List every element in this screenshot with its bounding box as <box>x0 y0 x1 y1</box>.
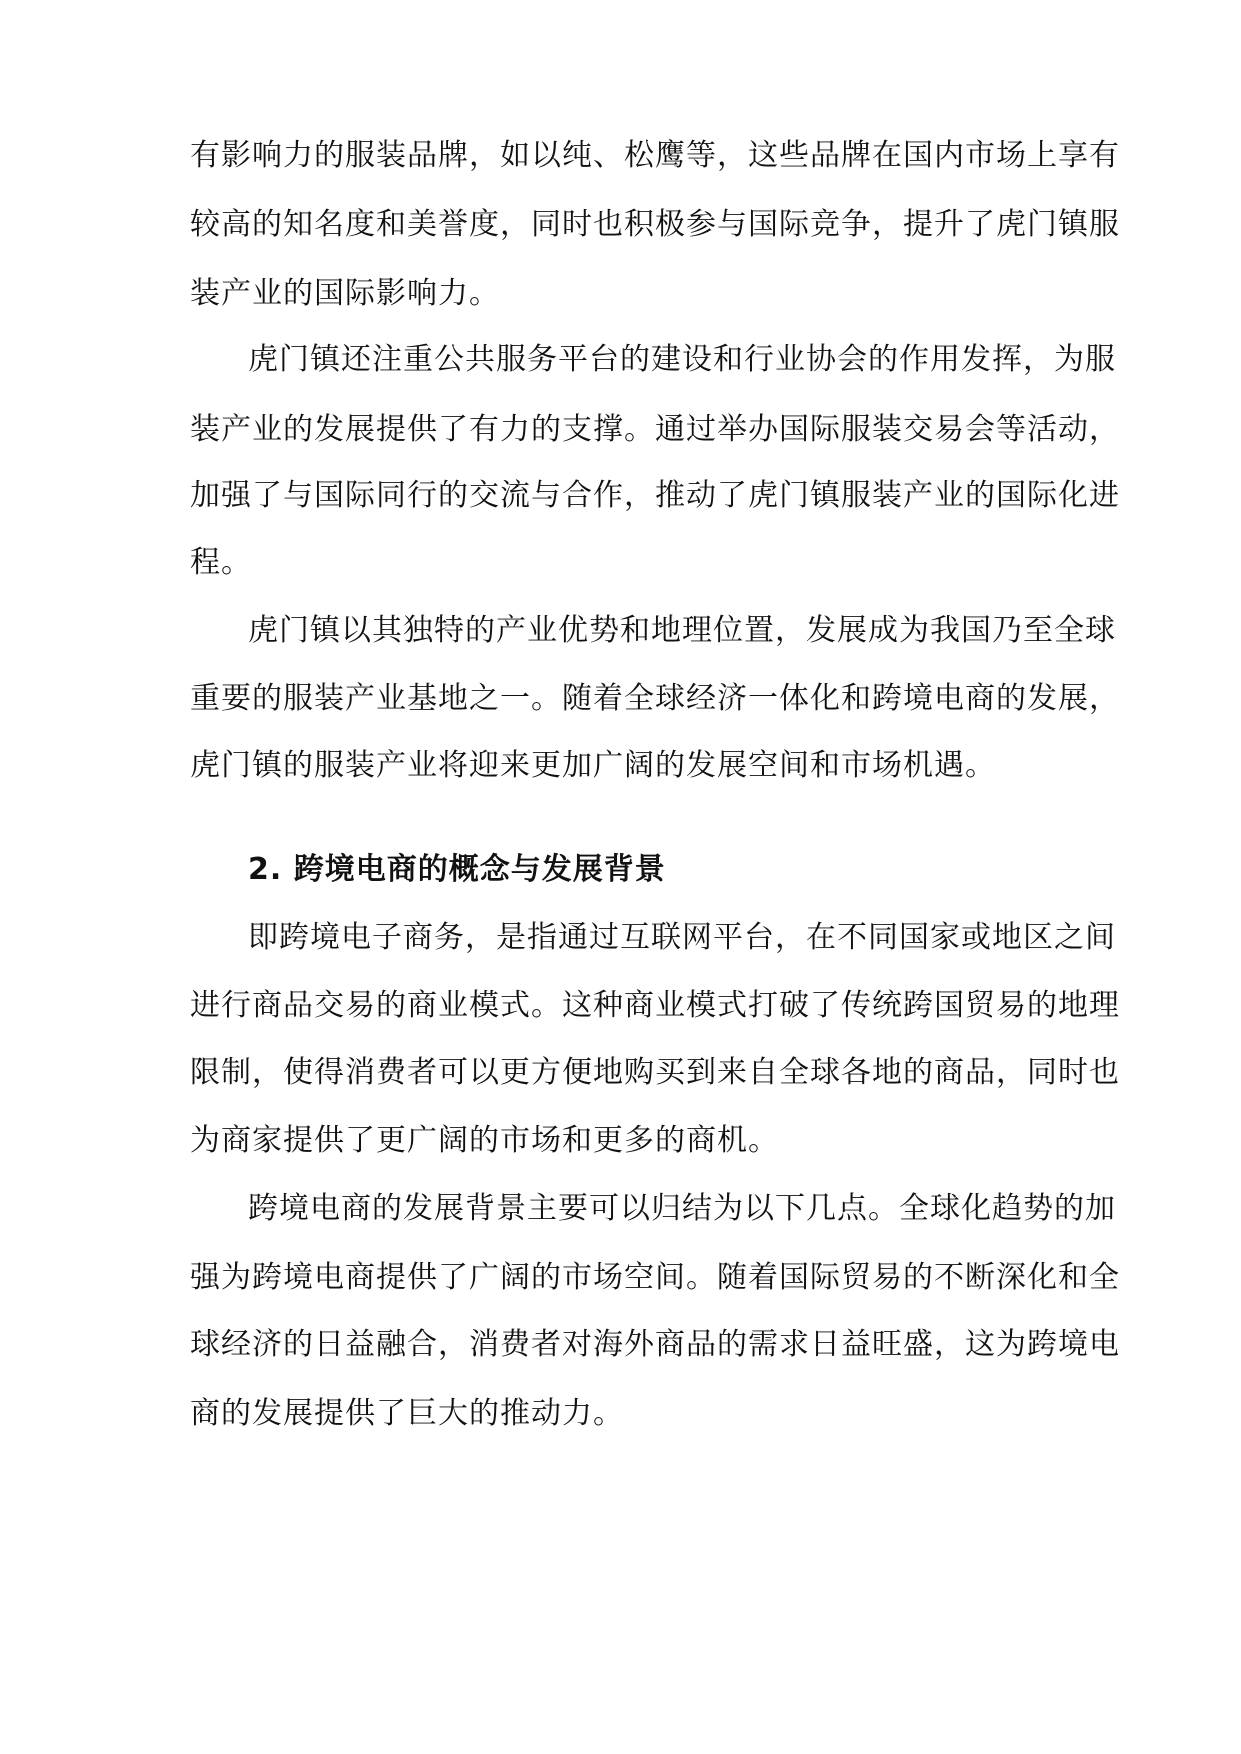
paragraph-line: 限制，使得消费者可以更方便地购买到来自全球各地的商品，同时也 <box>190 1055 1120 1090</box>
paragraph-line: 为商家提供了更广阔的市场和更多的商机。 <box>190 1123 779 1158</box>
paragraph-line: 重要的服装产业基地之一。随着全球经济一体化和跨境电商的发展， <box>190 681 1120 716</box>
paragraph-line: 虎门镇的服装产业将迎来更加广阔的发展空间和市场机遇。 <box>190 748 996 783</box>
paragraph-line: 较高的知名度和美誉度，同时也积极参与国际竞争，提升了虎门镇服 <box>190 207 1120 242</box>
paragraph-line: 商的发展提供了巨大的推动力。 <box>190 1396 624 1431</box>
paragraph-line: 进行商品交易的商业模式。这种商业模式打破了传统跨国贸易的地理 <box>190 988 1120 1023</box>
paragraph-line: 强为跨境电商提供了广阔的市场空间。随着国际贸易的不断深化和全 <box>190 1260 1120 1295</box>
paragraph-line: 虎门镇以其独特的产业优势和地理位置，发展成为我国乃至全球 <box>248 613 1116 648</box>
paragraph-line: 有影响力的服装品牌，如以纯、松鹰等，这些品牌在国内市场上享有 <box>190 138 1120 173</box>
paragraph-line: 虎门镇还注重公共服务平台的建设和行业协会的作用发挥，为服 <box>248 342 1116 377</box>
paragraph-line: 装产业的发展提供了有力的支撑。通过举办国际服装交易会等活动， <box>190 412 1120 447</box>
paragraph-line: 即跨境电子商务，是指通过互联网平台，在不同国家或地区之间 <box>248 920 1116 955</box>
paragraph-line: 加强了与国际同行的交流与合作，推动了虎门镇服装产业的国际化进 <box>190 478 1120 513</box>
section-heading: 2. 跨境电商的概念与发展背景 <box>248 852 666 887</box>
paragraph-line: 程。 <box>190 545 252 580</box>
paragraph-line: 跨境电商的发展背景主要可以归结为以下几点。全球化趋势的加 <box>248 1191 1116 1226</box>
paragraph-line: 球经济的日益融合，消费者对海外商品的需求日益旺盛，这为跨境电 <box>190 1327 1120 1362</box>
paragraph-line: 装产业的国际影响力。 <box>190 276 500 311</box>
